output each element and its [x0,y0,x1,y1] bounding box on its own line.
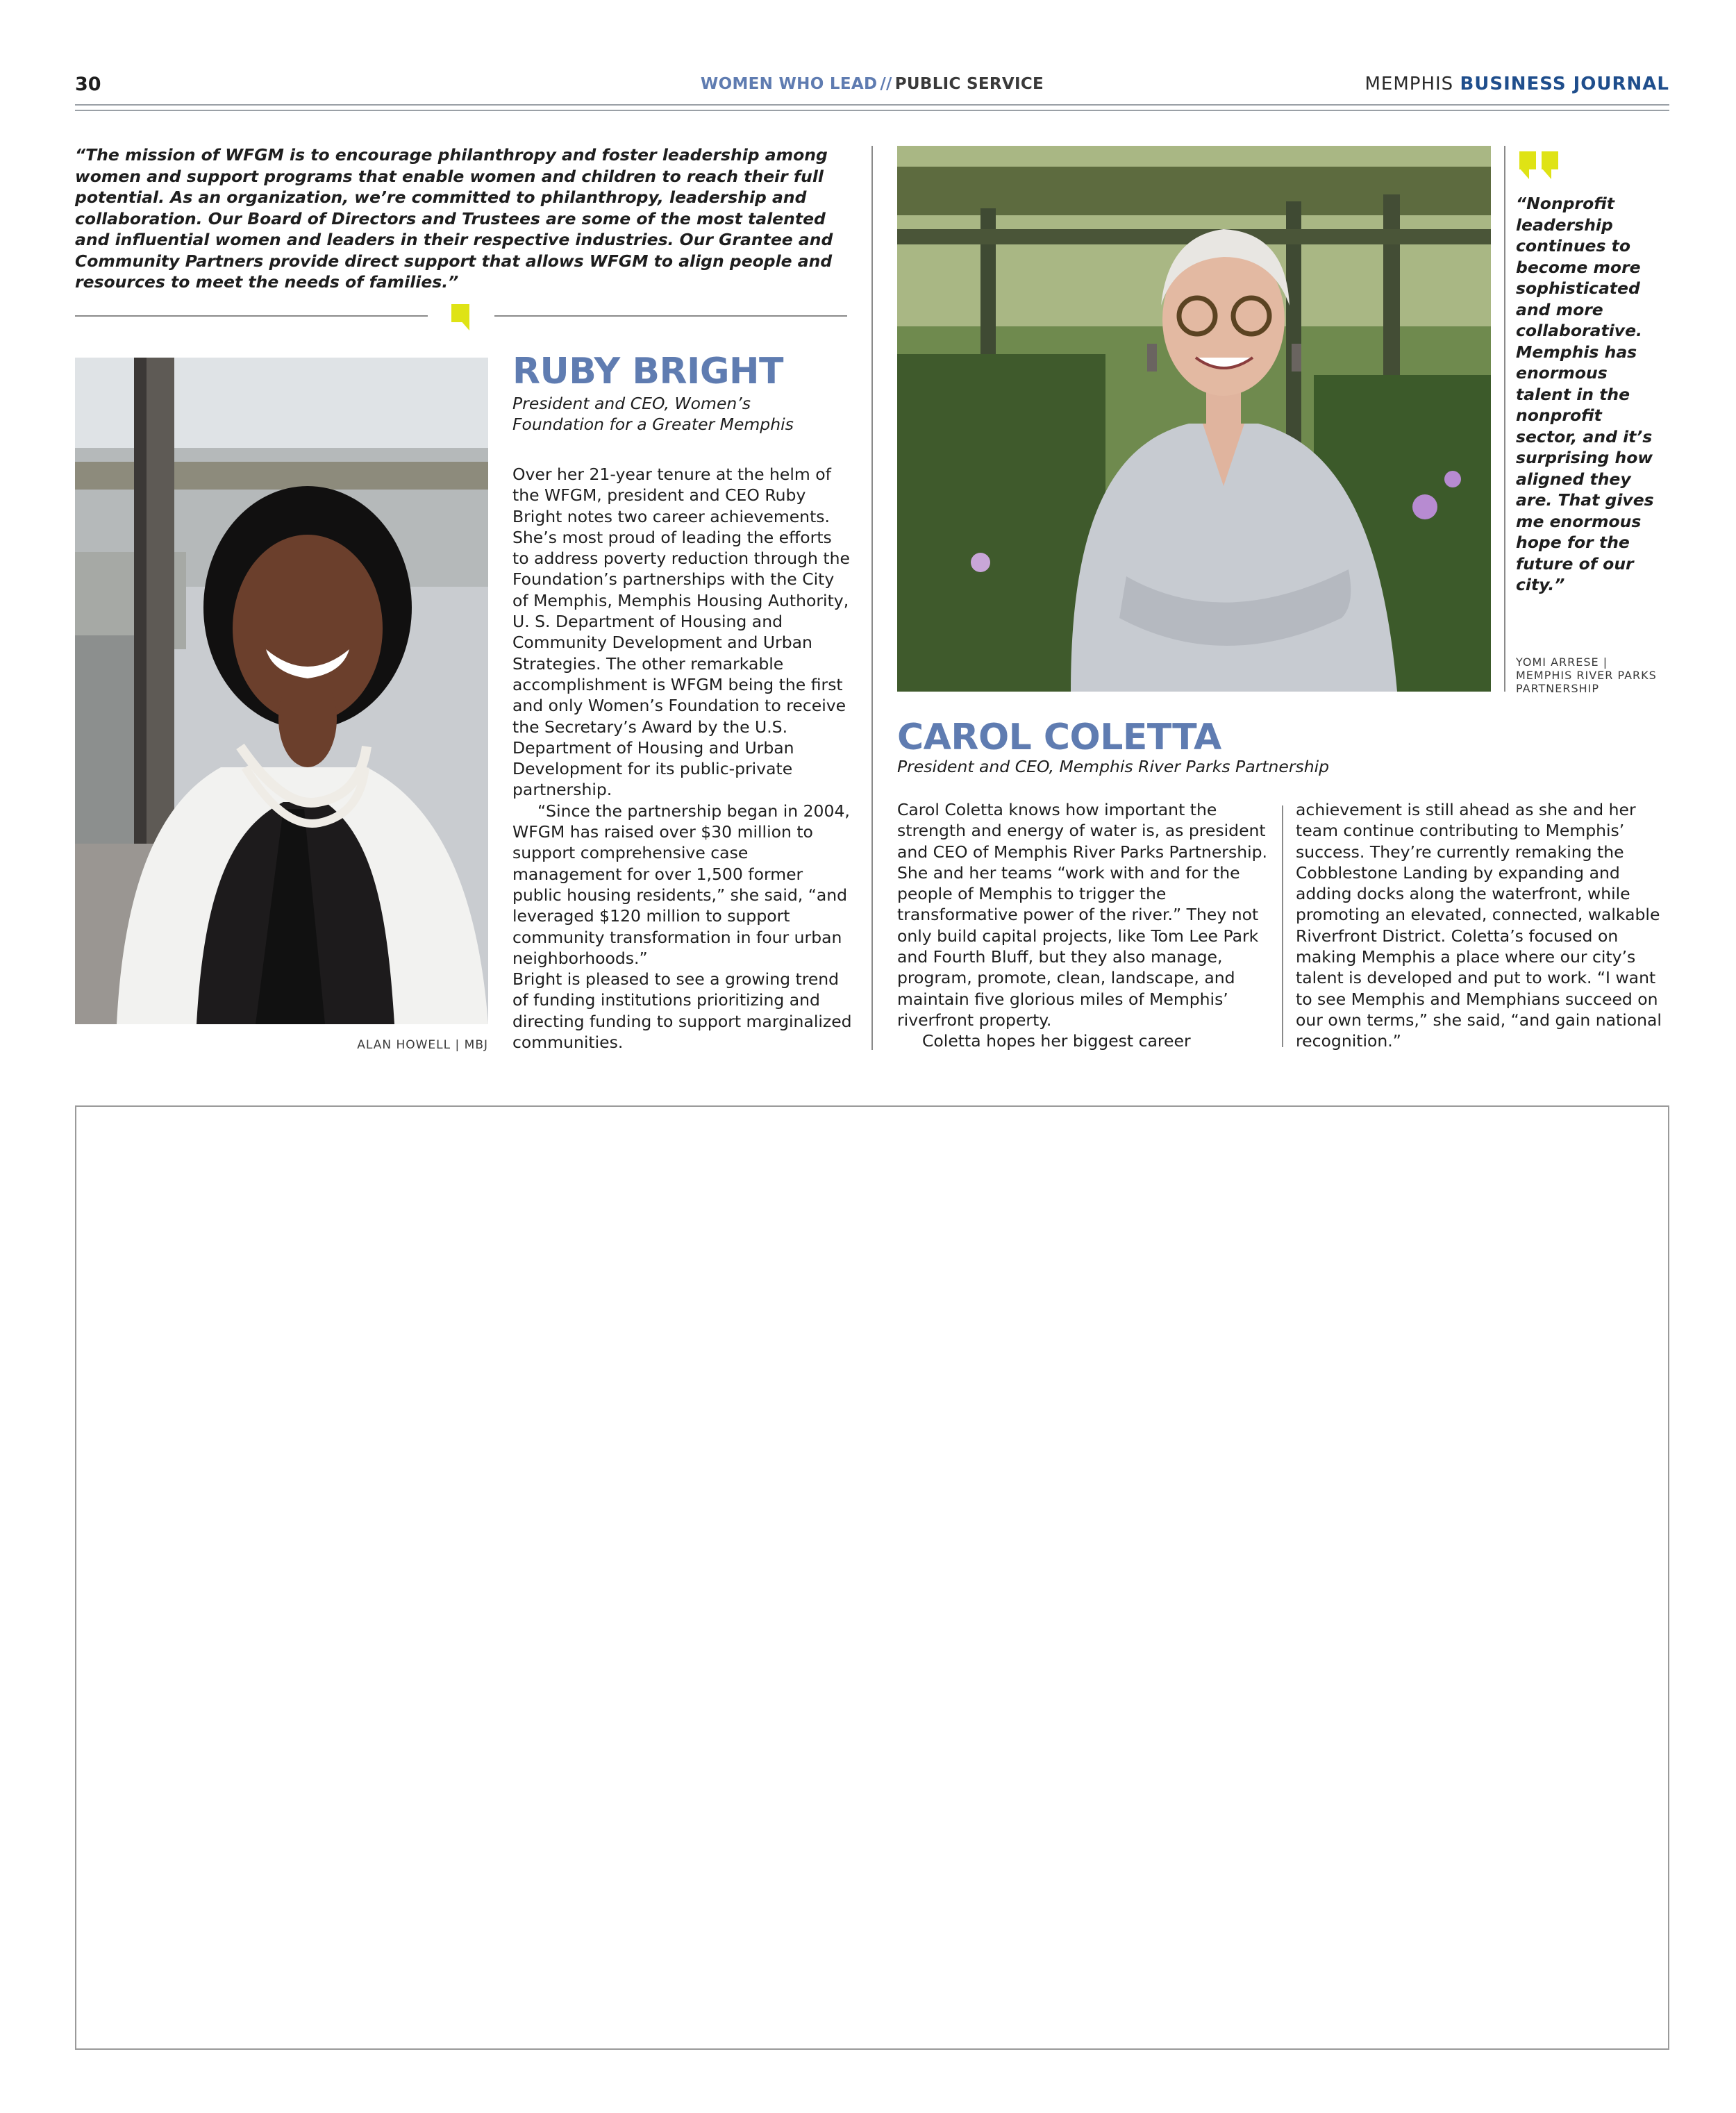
carol-column-divider [1282,805,1283,1047]
page-number: 30 [75,74,101,95]
advertisement-placeholder [75,1105,1669,2050]
section-separator: // [880,75,892,93]
column-divider [871,146,873,1050]
carol-photo-credit: YOMI ARRESE | MEMPHIS RIVER PARKS PARTNERSHIP [1516,655,1657,695]
section-primary: WOMEN WHO LEAD [700,75,878,93]
quote-mark-icon [451,304,472,332]
page-header [75,68,1669,99]
ruby-photo-credit: ALAN HOWELL | MBJ [357,1038,488,1052]
carol-paragraph-1: Carol Coletta knows how important the strength and energy of water is, as president and CEO of Memphis River Parks Partnership. She and her teams “work with and for the people of Memphis to trigger the transformative power of the river.” They not only build capital projects, like Tom Lee Park and Fourth Bluff, but they also manage, program, promote, clean, landscape, and maintain five glorious miles of Memphis’ riverfront property. [897,800,1268,1030]
pull-quote-mark-icon [1519,151,1561,181]
quote-divider-right [494,315,847,317]
carol-coletta-name: CAROL COLETTA [897,717,1221,758]
publication-title: BUSINESS JOURNAL [1460,74,1669,94]
section-secondary: PUBLIC SERVICE [894,75,1044,93]
ruby-bright-article [512,464,853,1053]
ruby-bright-photo [75,358,488,1024]
ruby-paragraph-2: “Since the partnership began in 2004, WFGM has raised over $30 million to support comprehensive case management for over 1,500 former public housing residents,” she said, “and leveraged $120 million to support community transformation in four urban neighborhoods.” [512,801,850,968]
pull-quote-divider [1504,146,1505,692]
intro-quote: “The mission of WFGM is to encourage philanthropy and foster leadership among women and support programs that enable women and children to reach their full potential. As an organization, we’re committed to philanthropy, leadership and collaboration. Our Board of Directors and Trustees are some of the most talented and influential women and leaders in their respective industries. Our Grantee and Community Partners provide direct support that allows WFGM to align people and resources to meet the needs of families.” [75,145,833,292]
header-rule [75,104,1669,106]
header-rule-secondary [75,110,1669,111]
publication-name [1364,74,1669,94]
carol-coletta-role: President and CEO, Memphis River Parks Partnership [897,757,1330,776]
publication-prefix: MEMPHIS [1364,74,1454,94]
ruby-bright-portrait-illustration [75,358,488,1024]
ruby-paragraph-1: Over her 21-year tenure at the helm of the WFGM, president and CEO Ruby Bright notes two career achievements. She’s most proud of leading the efforts to address poverty reduction through the Foundation’s partnerships with the City of Memphis, Memphis Housing Authority, U. S. Department of Housing and Community Development and Urban Strategies. The other remarkable accomplishment is WFGM being the first and only Women’s Foundation to receive the Secretary’s Award by the U.S. Department of Housing and Urban Development for its public-private partnership. [512,465,850,800]
ruby-paragraph-3: Bright is pleased to see a growing trend of funding institutions prioritizing and directing funding to support marginalized communities. [512,969,852,1053]
ruby-bright-name: RUBY BRIGHT [512,351,784,392]
carol-coletta-photo [897,146,1491,692]
carol-coletta-portrait-illustration [897,146,1491,692]
carol-paragraph-3: achievement is still ahead as she and her team continue contributing to Memphis’ success. They’re currently remaking the Cobblestone Landing by expanding and adding docks along the waterfront, while promoting an elevated, connected, walkable Riverfront District. Coletta’s focused on making Memphis a place where our city’s talent is developed and put to work. “I want to see Memphis and Memphians succeed on our own terms,” she said, “and gain national recognition.” [1296,800,1662,1051]
carol-pull-quote: “Nonprofit leadership continues to become more sophisticated and more collaborative. Memphis has enormous talent in the nonprofit sector, and it’s surprising how aligned they are. That gives me enormous hope for the future of our city.” [1516,194,1654,594]
carol-article-column-1 [897,799,1279,1052]
ruby-bright-role: President and CEO, Women’s Foundation for a Greater Memphis [512,394,794,434]
carol-article-column-2 [1296,799,1674,1052]
carol-paragraph-2: Coletta hopes her biggest career [922,1031,1191,1051]
quote-divider-left [75,315,428,317]
